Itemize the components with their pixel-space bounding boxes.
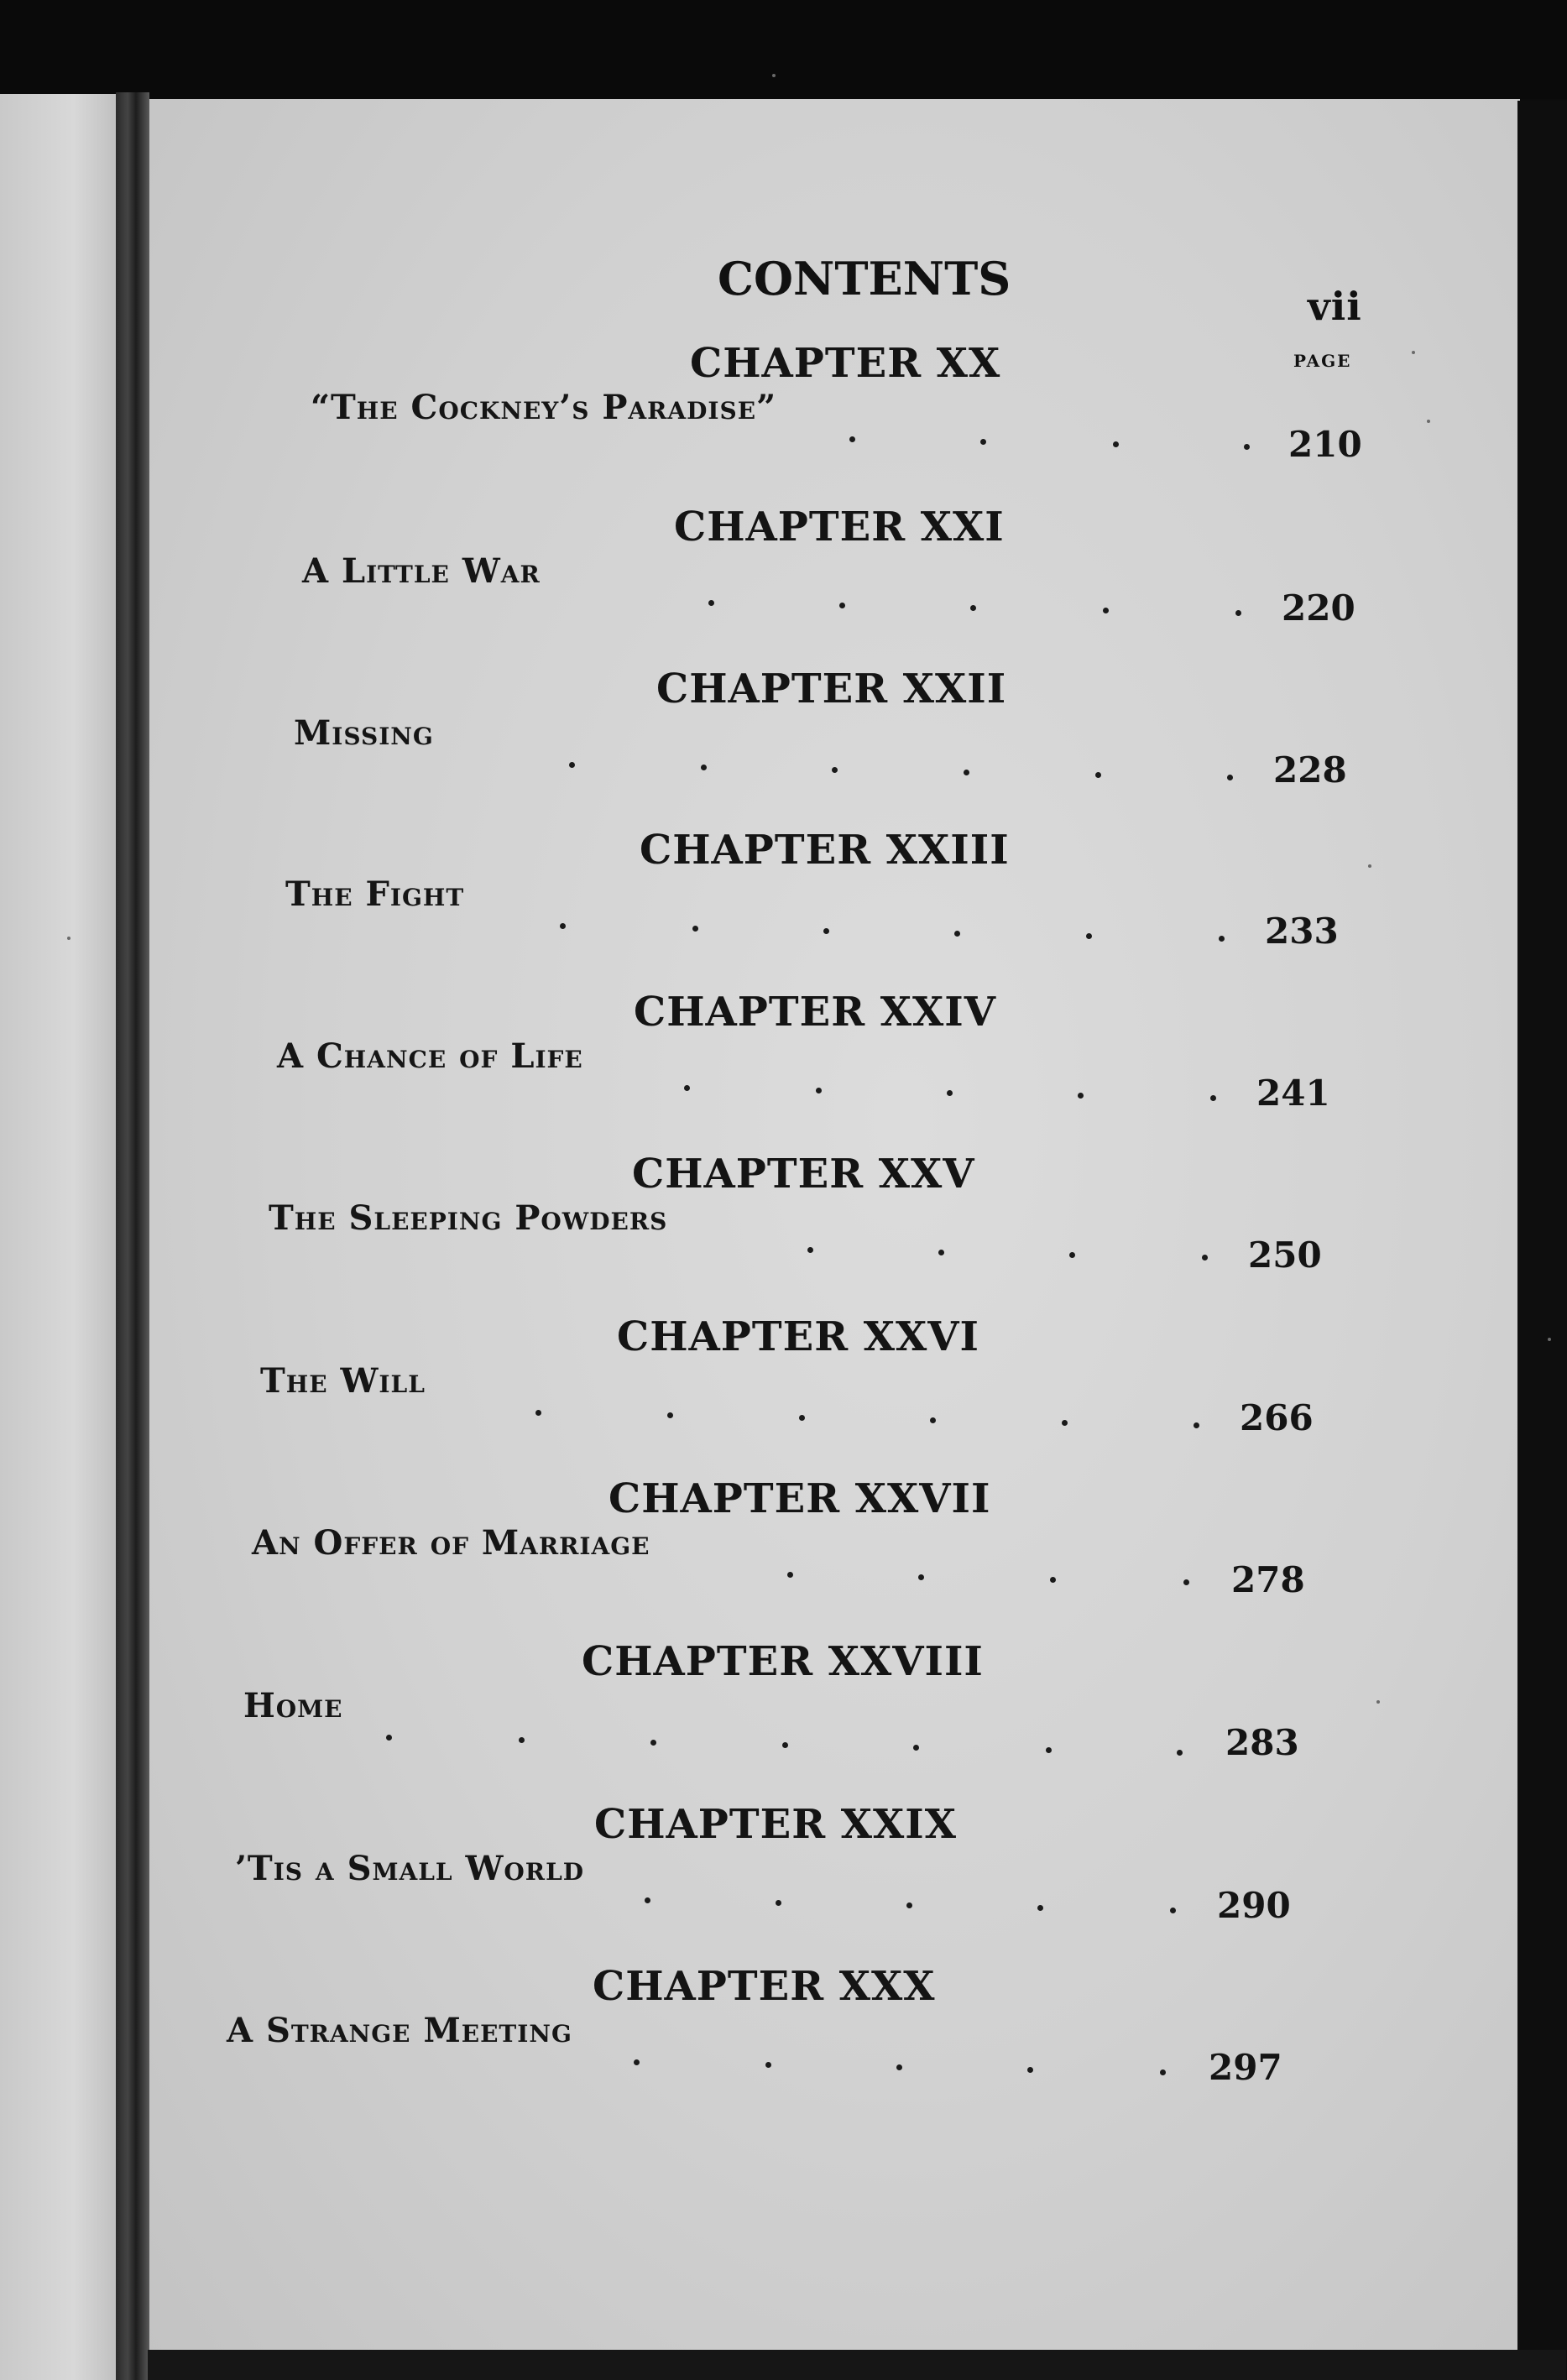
scan-speck: [1548, 1338, 1551, 1341]
scan-border-right: [1517, 101, 1567, 2380]
chapter-heading: CHAPTER XXV: [632, 1151, 975, 1198]
leader-dot: [816, 1088, 822, 1093]
leader-dot: [650, 1740, 656, 1746]
chapter-title: The Sleeping Powders: [269, 1198, 668, 1238]
leader-dot: [1113, 441, 1119, 447]
leader-dot: [1227, 775, 1233, 780]
leader-dot: [947, 1090, 953, 1096]
chapter-heading: CHAPTER XX: [690, 340, 1001, 387]
chapter-page-number: 210: [1288, 424, 1362, 465]
leader-dot: [1078, 1093, 1084, 1099]
contents-heading: CONTENTS: [718, 252, 1011, 305]
leader-dot: [1183, 1579, 1189, 1585]
chapter-heading: CHAPTER XXI: [674, 504, 1005, 551]
leader-dot: [1027, 2067, 1033, 2073]
leader-dot: [918, 1574, 924, 1580]
chapter-page-number: 228: [1273, 749, 1347, 791]
leader-dot: [1046, 1747, 1052, 1753]
leader-dot: [938, 1250, 944, 1255]
leader-dot: [519, 1737, 525, 1743]
leader-dot: [1069, 1252, 1075, 1258]
chapter-title: A Chance of Life: [277, 1036, 583, 1076]
chapter-page-number: 250: [1248, 1234, 1322, 1276]
leader-dot: [787, 1572, 793, 1578]
leader-dot: [849, 436, 855, 442]
leader-dot: [930, 1417, 936, 1423]
chapter-title: ’Tis a Small World: [235, 1849, 585, 1888]
leader-dot: [807, 1247, 813, 1253]
leader-dot: [560, 923, 566, 929]
chapter-title: “The Cockney’s Paradise”: [311, 388, 777, 427]
chapter-page-number: 233: [1265, 911, 1339, 952]
chapter-title: The Fight: [285, 874, 465, 914]
chapter-title: The Will: [260, 1361, 426, 1401]
scan-speck: [1427, 420, 1430, 423]
leader-dot: [964, 770, 969, 775]
chapter-page-number: 266: [1240, 1397, 1314, 1438]
leader-dot: [1194, 1422, 1199, 1428]
leader-dot: [954, 931, 960, 937]
leader-dot: [906, 1902, 912, 1908]
leader-dot: [1050, 1577, 1056, 1583]
leader-dot: [839, 603, 845, 608]
leader-dot: [535, 1410, 541, 1416]
leader-dot: [684, 1085, 690, 1091]
leader-dot: [776, 1900, 781, 1906]
scan-border-top: [0, 0, 1567, 99]
book-gutter: [116, 92, 149, 2380]
leader-dot: [1103, 608, 1109, 613]
leader-dot: [1095, 772, 1101, 778]
chapter-page-number: 278: [1231, 1559, 1305, 1600]
scan-speck: [1412, 351, 1415, 354]
leader-dot: [832, 767, 838, 773]
leader-dot: [1202, 1255, 1208, 1260]
chapter-title: A Little War: [302, 551, 541, 591]
leader-dot: [1177, 1750, 1183, 1756]
scan-speck: [67, 937, 71, 940]
leader-dot: [896, 2064, 902, 2070]
leader-dot: [386, 1735, 392, 1741]
leader-dot: [799, 1415, 805, 1421]
chapter-heading: CHAPTER XXVII: [609, 1475, 991, 1522]
leader-dot: [1160, 2069, 1166, 2075]
chapter-heading: CHAPTER XXII: [656, 665, 1007, 712]
leader-dot: [1170, 1908, 1176, 1913]
leader-dot: [667, 1412, 673, 1418]
leader-dot: [1037, 1905, 1043, 1911]
leader-dot: [970, 605, 976, 611]
leader-dot: [1086, 933, 1092, 939]
leader-dot: [1062, 1420, 1068, 1426]
chapter-page-number: 290: [1217, 1885, 1291, 1926]
leader-dot: [823, 928, 829, 934]
scan-border-bottom: [148, 2350, 1566, 2380]
leader-dot: [913, 1745, 919, 1751]
chapter-heading: CHAPTER XXIX: [594, 1801, 957, 1848]
leader-dot: [1244, 444, 1250, 450]
chapter-title: An Offer of Marriage: [252, 1523, 650, 1563]
page-number: vii: [1308, 284, 1362, 329]
leader-dot: [980, 439, 986, 445]
chapter-page-number: 220: [1282, 587, 1355, 629]
leader-dot: [692, 926, 698, 932]
chapter-page-number: 283: [1225, 1722, 1299, 1763]
facing-page-edge: [0, 94, 123, 2380]
chapter-heading: CHAPTER XXVIII: [582, 1638, 984, 1685]
leader-dot: [765, 2062, 771, 2068]
page-column-label: PAGE: [1293, 351, 1352, 371]
leader-dot: [782, 1742, 788, 1748]
chapter-title: Missing: [294, 713, 434, 753]
leader-dot: [708, 600, 714, 606]
chapter-page-number: 241: [1256, 1073, 1330, 1114]
leader-dot: [569, 762, 575, 768]
leader-dot: [634, 2059, 640, 2065]
scan-speck: [772, 74, 776, 77]
chapter-heading: CHAPTER XXIV: [634, 989, 996, 1036]
leader-dot: [645, 1897, 650, 1903]
leader-dot: [701, 765, 707, 770]
chapter-heading: CHAPTER XXIII: [640, 827, 1010, 874]
leader-dot: [1210, 1095, 1216, 1101]
chapter-heading: CHAPTER XXVI: [617, 1313, 979, 1360]
scan-speck: [1376, 1700, 1380, 1704]
scan-speck: [1368, 864, 1371, 868]
leader-dot: [1219, 936, 1225, 942]
chapter-page-number: 297: [1209, 2047, 1282, 2088]
chapter-heading: CHAPTER XXX: [593, 1963, 936, 2010]
chapter-title: A Strange Meeting: [227, 2011, 572, 2050]
chapter-title: Home: [243, 1686, 343, 1725]
leader-dot: [1235, 610, 1241, 616]
